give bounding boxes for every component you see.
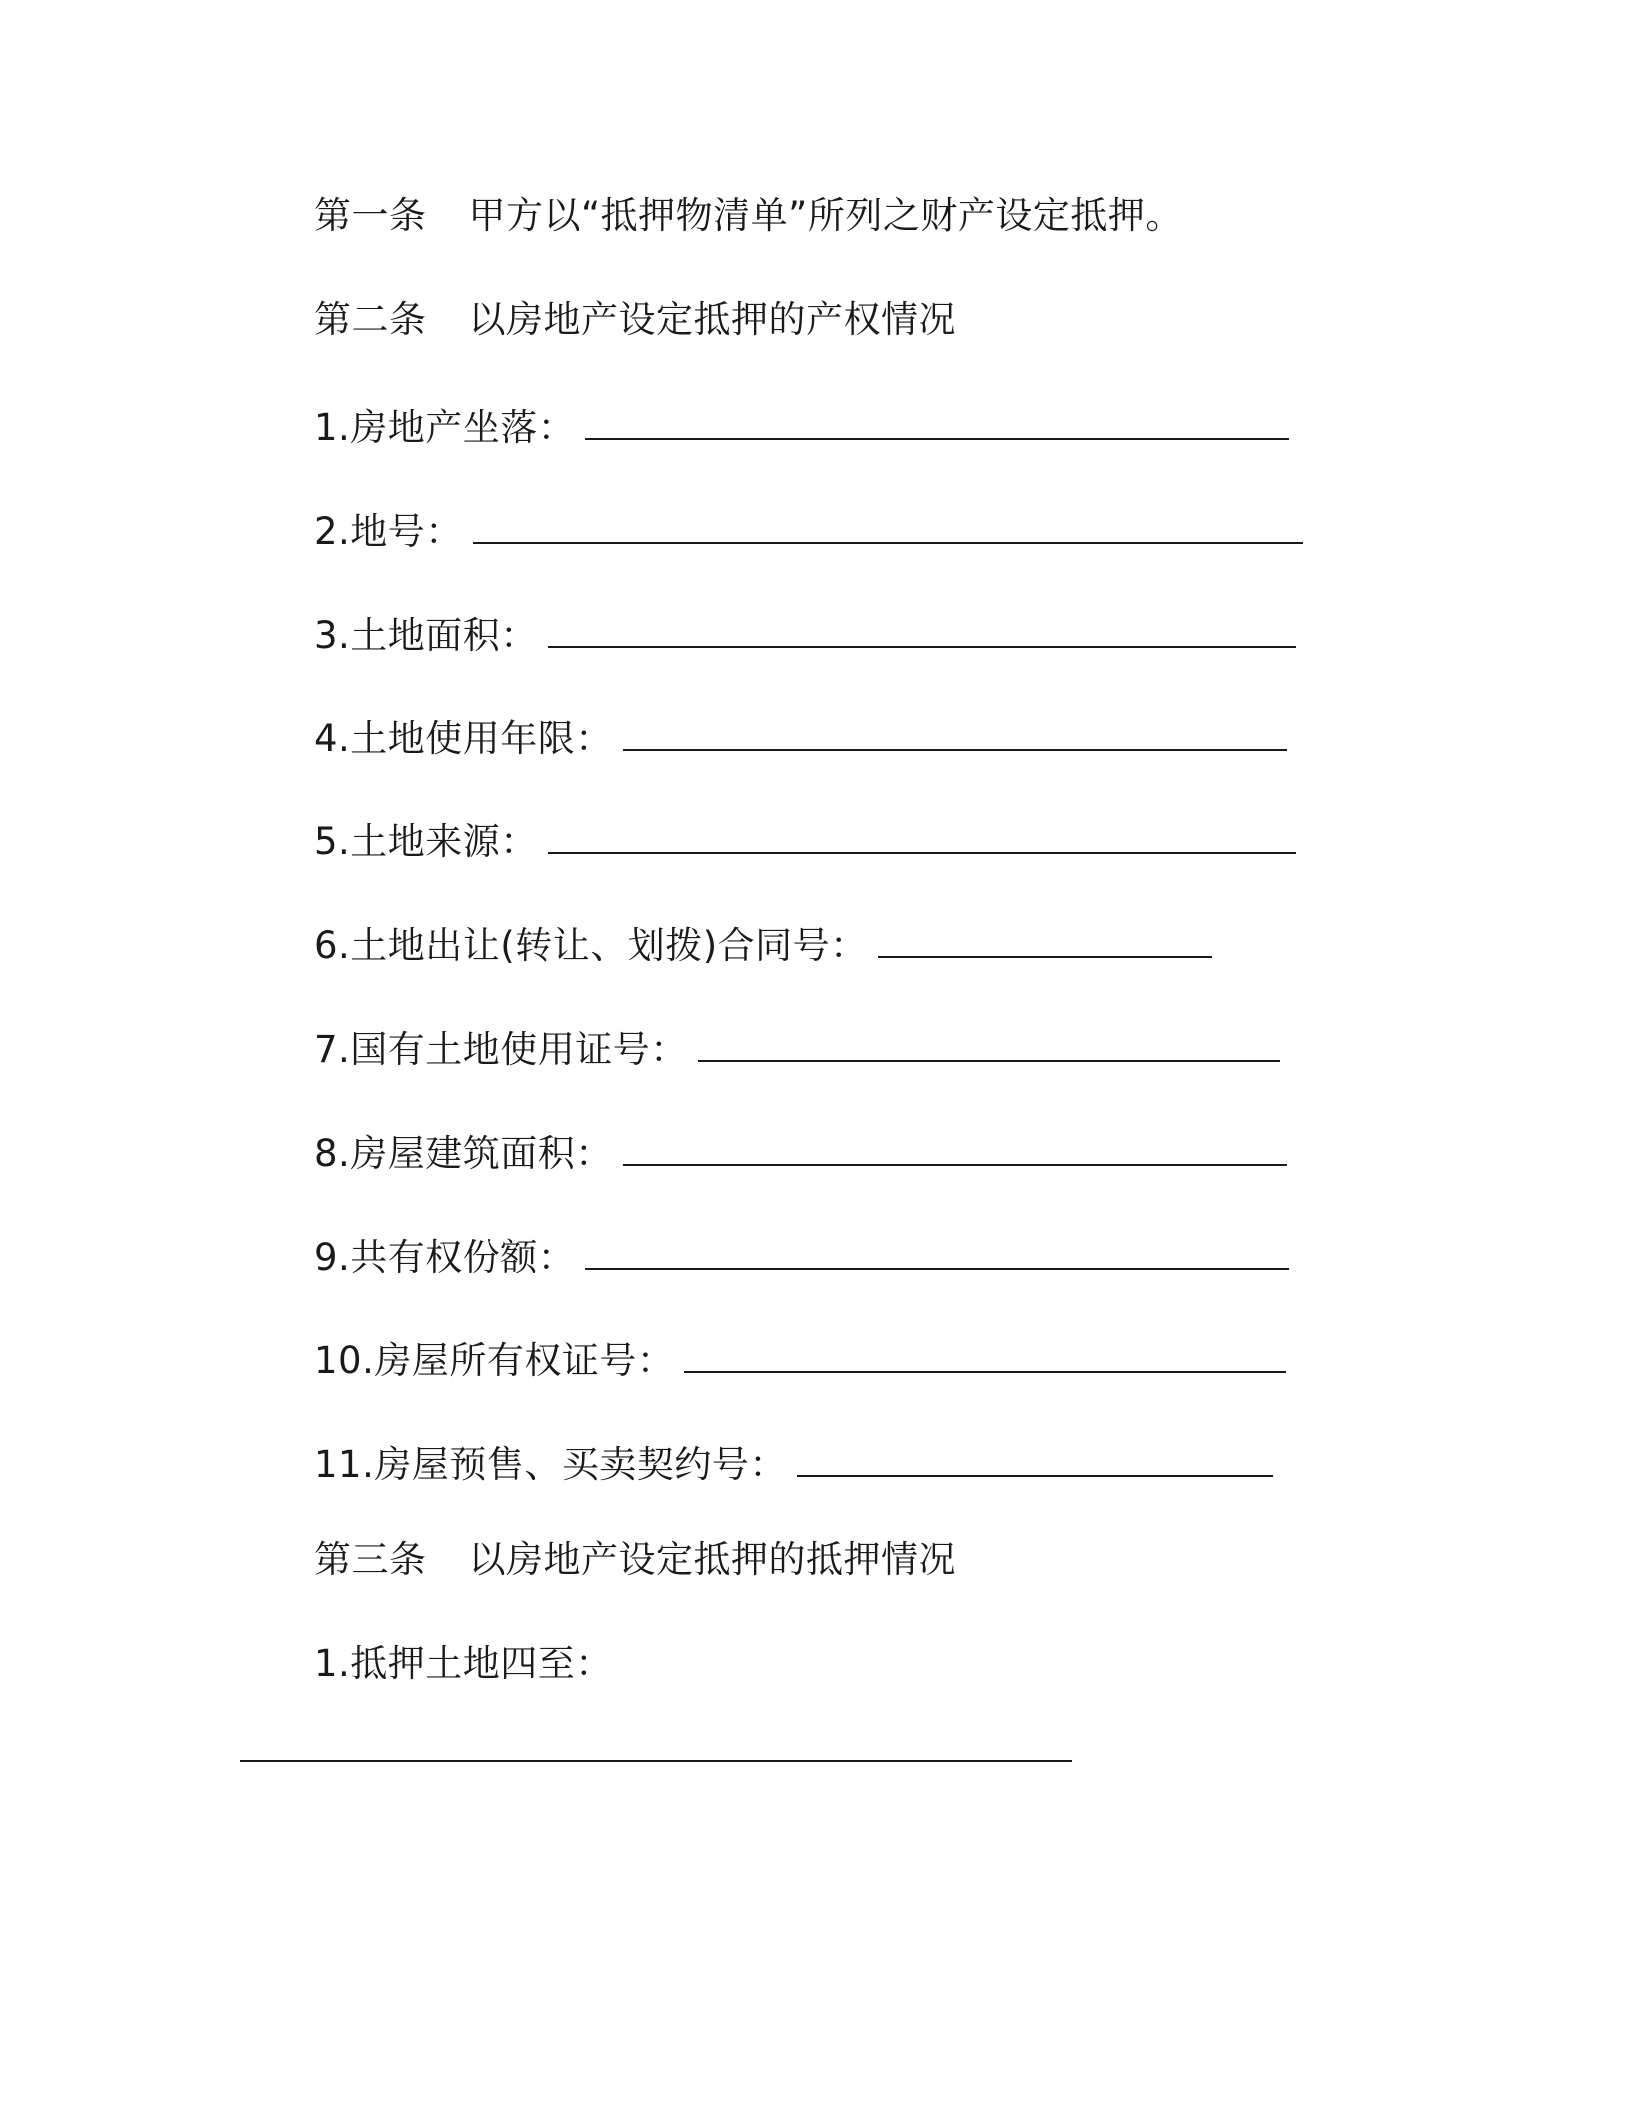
field-label: 6.土地出让(转让、划拨)合同号：: [314, 924, 868, 967]
fill-in-blank[interactable]: [473, 508, 1303, 544]
field-land-source: [314, 818, 1296, 866]
article-3-text: 以房地产设定抵押的抵押情况: [468, 1538, 956, 1581]
field-label: 4.土地使用年限：: [314, 717, 613, 760]
field-label: 7.国有土地使用证号：: [314, 1028, 688, 1071]
fill-in-blank[interactable]: [585, 404, 1289, 440]
article-1-heading: 第一条: [314, 194, 427, 237]
field-label: 2.地号：: [314, 510, 463, 553]
field-land-contract-number: [314, 922, 1212, 970]
fill-in-blank[interactable]: [878, 922, 1212, 958]
article-3-heading: 第三条: [314, 1538, 427, 1581]
field-label: 5.土地来源：: [314, 820, 538, 863]
field-label: 1.房地产坐落：: [314, 406, 576, 449]
field-building-area: [314, 1130, 1287, 1178]
field-land-area: [314, 612, 1296, 660]
fill-in-blank[interactable]: [623, 1130, 1287, 1166]
field-label: 11.房屋预售、买卖契约号：: [314, 1443, 787, 1486]
field-land-use-term: [314, 715, 1287, 763]
field-house-ownership-certificate: [314, 1337, 1286, 1385]
article-1: [314, 192, 1183, 240]
field-presale-contract-number: [314, 1441, 1273, 1489]
fill-in-blank[interactable]: [240, 1760, 1072, 1762]
article-1-text: 甲方以“抵押物清单”所列之财产设定抵押。: [468, 194, 1183, 237]
fill-in-blank[interactable]: [585, 1234, 1289, 1270]
field-property-location: [314, 404, 1289, 452]
field-mortgaged-land-boundaries: [314, 1640, 613, 1688]
field-label: 9.共有权份额：: [314, 1236, 576, 1279]
article-2-text: 以房地产设定抵押的产权情况: [468, 298, 956, 341]
fill-in-blank[interactable]: [684, 1337, 1286, 1373]
article-3: [314, 1536, 956, 1584]
article-2-heading: 第二条: [314, 298, 427, 341]
fill-in-blank[interactable]: [548, 612, 1296, 648]
field-label: 10.房屋所有权证号：: [314, 1339, 675, 1382]
field-label: 3.土地面积：: [314, 614, 538, 657]
field-label: 1.抵押土地四至：: [314, 1642, 613, 1685]
field-co-ownership-share: [314, 1234, 1289, 1282]
field-land-certificate-number: [314, 1026, 1280, 1074]
field-lot-number: [314, 508, 1303, 556]
fill-in-blank[interactable]: [548, 818, 1296, 854]
field-label: 8.房屋建筑面积：: [314, 1132, 613, 1175]
fill-in-blank[interactable]: [698, 1026, 1280, 1062]
fill-in-blank[interactable]: [797, 1441, 1273, 1477]
fill-in-blank[interactable]: [623, 715, 1287, 751]
article-2: [314, 296, 956, 344]
